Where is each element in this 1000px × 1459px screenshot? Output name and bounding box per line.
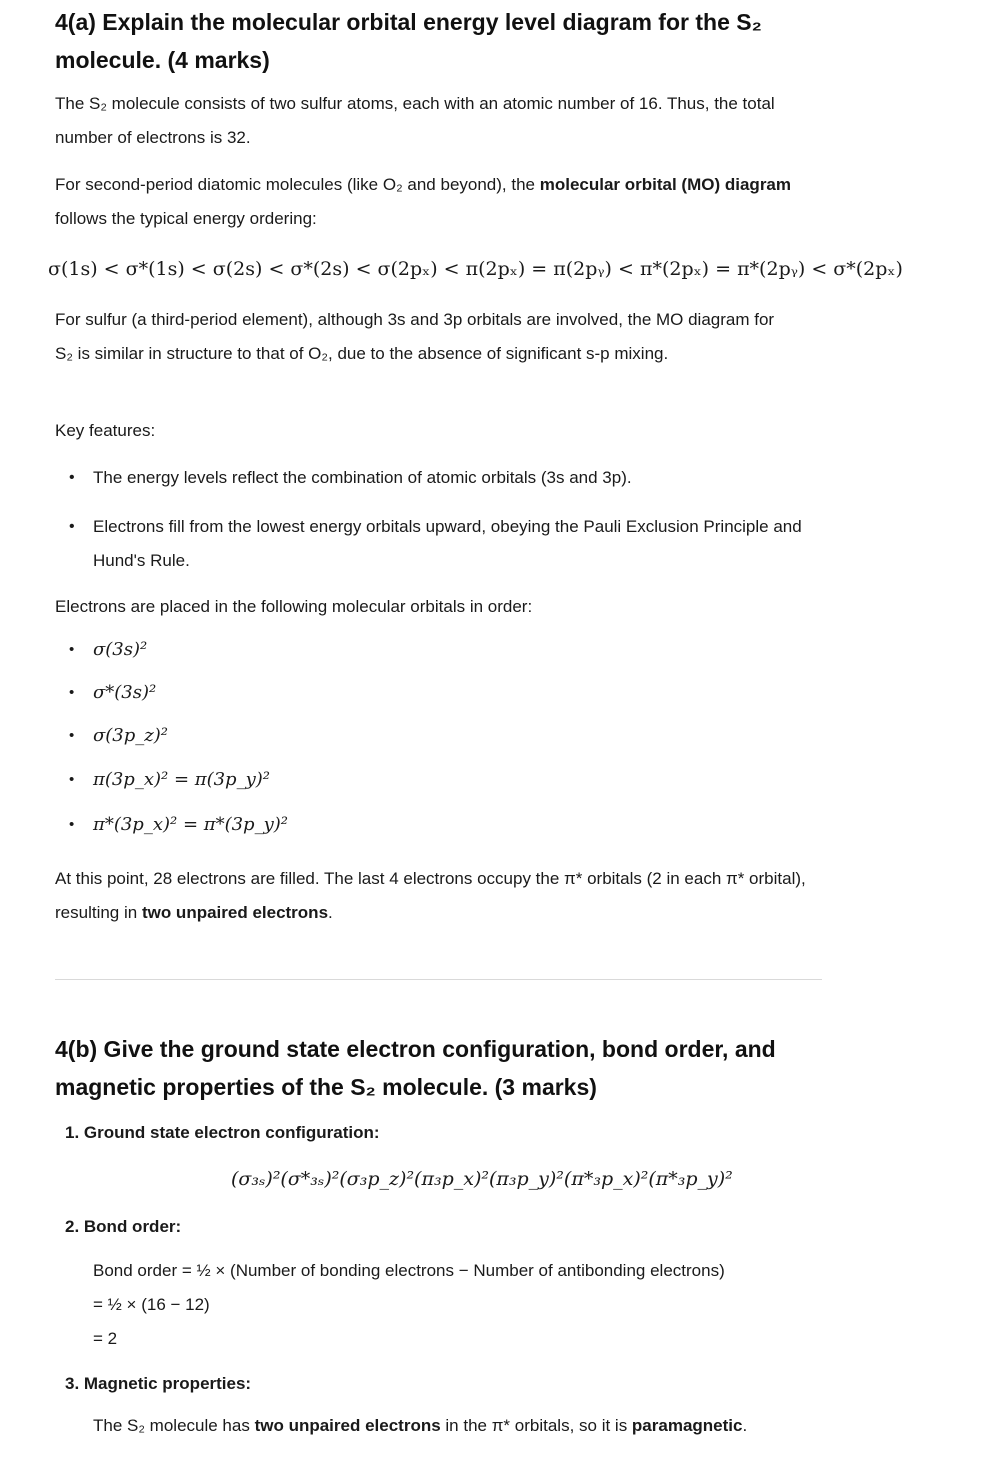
section-a-title: 4(a) Explain the molecular orbital energy level diagram for the S₂ molecule. (4 marks): [55, 9, 762, 73]
orbital-pi-star-3p: π*(3p_x)² = π*(3p_y)²: [93, 814, 288, 835]
orbital-sigma-3s: σ(3s)²: [93, 639, 148, 660]
bond-order-substitution: = ½ × (16 − 12): [93, 1295, 210, 1314]
orbital-sigma-star-3s: σ*(3s)²: [93, 682, 157, 703]
bond-order-result: = 2: [93, 1329, 118, 1348]
fill-order-intro: Electrons are placed in the following molecular orbitals in order:: [55, 597, 533, 616]
key-features-label: Key features:: [55, 421, 156, 440]
electron-configuration: (σ₃ₛ)²(σ*₃ₛ)²(σ₃p_z)²(π₃p_x)²(π₃p_y)²(π*₃p_x)²(π*₃p_y)²: [231, 1168, 733, 1190]
bond-order-formula: Bond order = ½ × (Number of bonding electrons − Number of antibonding electrons): [93, 1261, 725, 1280]
key-feature-item: • The energy levels reflect the combination of atomic orbitals (3s and 3p).: [55, 461, 815, 495]
section-b-title: 4(b) Give the ground state electron configuration, bond order, and magnetic properties of the S₂ molecule. (3 marks): [55, 1036, 776, 1100]
orbital-sigma-3pz: σ(3p_z)²: [93, 725, 169, 746]
key-features-list: [55, 461, 815, 578]
energy-ordering-equation: σ(1s) < σ*(1s) < σ(2s) < σ*(2s) < σ(2pₓ) < π(2pₓ) = π(2pᵧ) < π*(2pₓ) = π*(2pᵧ) < σ*(2pₓ): [48, 258, 903, 280]
orbital-pi-3p: π(3p_x)² = π(3p_y)²: [93, 769, 270, 790]
step-1-label: 1. Ground state electron configuration:: [65, 1123, 380, 1142]
section-a-conclusion: At this point, 28 electrons are filled. The last 4 electrons occupy the π* orbitals (2 in each π* orbital), resulting in two unpaired electrons.: [55, 869, 806, 922]
magnetic-statement: The S₂ molecule has two unpaired electrons in the π* orbitals, so it is paramagnetic.: [93, 1416, 748, 1435]
section-a-sulfur-note: For sulfur (a third-period element), although 3s and 3p orbitals are involved, the MO diagram for S₂ is similar in structure to that of O₂, due to the absence of significant s-p mixing.: [55, 310, 775, 363]
section-a-intro: The S₂ molecule consists of two sulfur atoms, each with an atomic number of 16. Thus, the total number of electrons is 32.: [55, 94, 775, 147]
step-3-label: 3. Magnetic properties:: [65, 1374, 252, 1393]
key-feature-item: • Electrons fill from the lowest energy orbitals upward, obeying the Pauli Exclusion Principle and Hund's Rule.: [55, 510, 815, 578]
section-a-mo-intro: For second-period diatomic molecules (like O₂ and beyond), the molecular orbital (MO) diagram follows the typical energy ordering:: [55, 175, 791, 228]
section-divider: [55, 979, 822, 980]
step-2-label: 2. Bond order:: [65, 1217, 182, 1236]
